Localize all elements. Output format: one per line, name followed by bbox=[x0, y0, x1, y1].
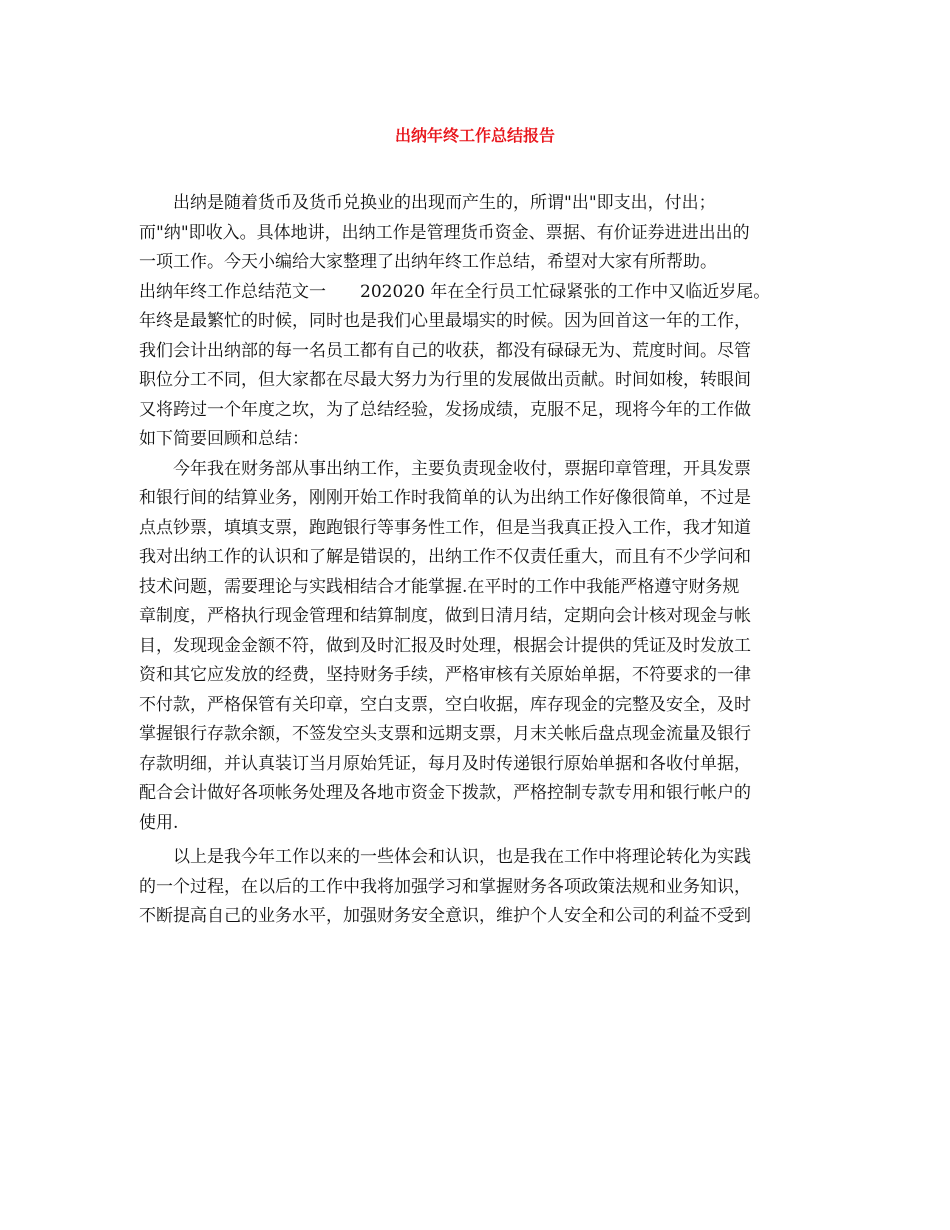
body-line: 章制度，严格执行现金管理和结算制度，做到日清月结，定期向会计核对现金与帐 bbox=[139, 606, 751, 626]
body-line: 出纳年终工作总结范文一 202020 年在全行员工忙碌紧张的工作中又临近岁尾。 bbox=[139, 281, 771, 302]
body-line: 又将跨过一个年度之坎，为了总结经验，发扬成绩，克服不足，现将今年的工作做 bbox=[139, 399, 751, 420]
document-title: 出纳年终工作总结报告 bbox=[394, 126, 555, 145]
body-line: 职位分工不同，但大家都在尽最大努力为行里的发展做出贡献。时间如梭，转眼间 bbox=[139, 370, 751, 390]
body-line: 配合会计做好各项帐务处理及各地市资金下拨款，严格控制专款专用和银行帐户的 bbox=[139, 783, 751, 803]
body-line: 不付款，严格保管有关印章，空白支票，空白收据，库存现金的完整及安全，及时 bbox=[139, 694, 751, 715]
body-line: 点点钞票，填填支票，跑跑银行等事务性工作，但是当我真正投入工作，我才知道 bbox=[139, 517, 751, 538]
body-line: 不断提高自己的业务水平，加强财务安全意识，维护个人安全和公司的利益不受到 bbox=[139, 906, 751, 926]
body-line: 我对出纳工作的认识和了解是错误的，出纳工作不仅责任重大，而且有不少学问和 bbox=[139, 547, 751, 567]
body-line: 的一个过程，在以后的工作中我将加强学习和掌握财务各项政策法规和业务知识， bbox=[139, 876, 751, 897]
body-line: 出纳是随着货币及货币兑换业的出现而产生的，所谓"出"即支出，付出； bbox=[173, 193, 716, 213]
body-line: 而"纳"即收入。具体地讲，出纳工作是管理货币资金、票据、有价证券进进出出的 bbox=[139, 222, 750, 243]
body-line: 技术问题，需要理论与实践相结合才能掌握.在平时的工作中我能严格遵守财务规 bbox=[139, 576, 740, 597]
body-line: 资和其它应发放的经费，坚持财务手续，严格审核有关原始单据，不符要求的一律 bbox=[139, 665, 751, 685]
body-line: 今年我在财务部从事出纳工作，主要负责现金收付，票据印章管理，开具发票 bbox=[173, 458, 751, 479]
body-line: 和银行间的结算业务，刚刚开始工作时我简单的认为出纳工作好像很简单，不过是 bbox=[139, 488, 751, 508]
body-line: 存款明细，并认真装订当月原始凭证，每月及时传递银行原始单据和各收付单据， bbox=[139, 753, 751, 774]
body-line: 使用. bbox=[139, 812, 179, 833]
body-line: 掌握银行存款余额，不签发空头支票和远期支票，月末关帐后盘点现金流量及银行 bbox=[139, 724, 751, 744]
document-body bbox=[139, 189, 829, 932]
body-line: 我们会计出纳部的每一名员工都有自己的收获，都没有碌碌无为、荒度时间。尽管 bbox=[139, 340, 751, 361]
body-line: 一项工作。今天小编给大家整理了出纳年终工作总结，希望对大家有所帮助。 bbox=[139, 252, 717, 272]
body-line: 以上是我今年工作以来的一些体会和认识，也是我在工作中将理论转化为实践 bbox=[173, 847, 751, 867]
body-line: 年终是最繁忙的时候，同时也是我们心里最塌实的时候。因为回首这一年的工作， bbox=[139, 311, 751, 331]
body-line: 如下简要回顾和总结： bbox=[139, 429, 309, 449]
body-line: 目，发现现金金额不符，做到及时汇报及时处理，根据会计提供的凭证及时发放工 bbox=[139, 635, 751, 656]
